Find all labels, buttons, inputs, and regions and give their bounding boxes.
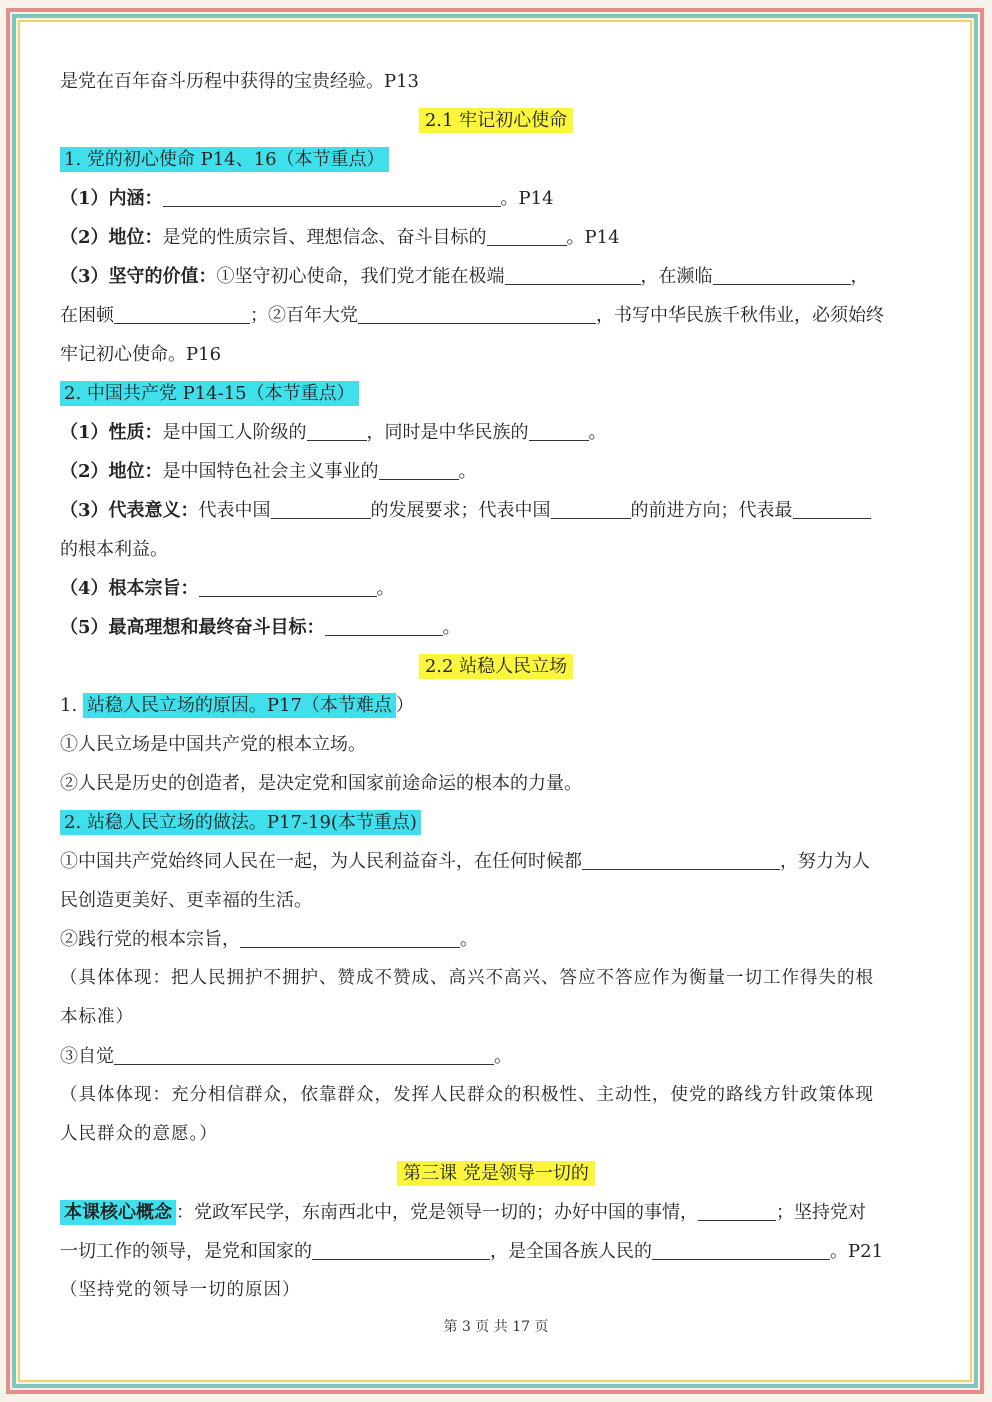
item-status: （2）地位：是党的性质宗旨、理想信念、奋斗目标的 。P14	[60, 227, 620, 248]
worksheet-content	[60, 62, 932, 1310]
item-value-cont: 在困顿 ；②百年大党 ，书写中华民族千秋伟业，必须始终	[60, 305, 884, 326]
fill-blank[interactable]	[358, 305, 596, 324]
page-number: 第 3 页 共 17 页	[443, 1319, 549, 1335]
item-connotation: （1）内涵： 。P14	[60, 188, 554, 209]
core-concept-cont: 一切工作的领导，是党和国家的 ，是全国各族人民的 。P21	[60, 1241, 884, 1262]
fill-blank[interactable]	[312, 1241, 490, 1260]
fill-blank[interactable]	[114, 305, 250, 324]
section-2-1-title: 2.1 牢记初心使命	[419, 108, 573, 133]
practice-3: ③自觉 。	[60, 1046, 512, 1067]
practice-1: ①中国共产党始终同人民在一起，为人民利益奋斗，在任何时候都 ，努力为人	[60, 851, 870, 872]
practice-2-note-cont: 本标准）	[60, 1007, 134, 1027]
fill-blank[interactable]	[307, 422, 367, 441]
fill-blank[interactable]	[487, 227, 567, 246]
fill-blank[interactable]	[582, 851, 780, 870]
practice-2-note: （具体体现：把人民拥护不拥护、赞成不赞成、高兴不高兴、答应不答应作为衡量一切工作得失的根	[60, 968, 874, 988]
subheading	[60, 803, 932, 842]
practice-3-note: （具体体现：充分相信群众，依靠群众，发挥人民群众的积极性、主动性，使党的路线方针政策体现	[60, 1085, 874, 1105]
core-concept-note: （坚持党的领导一切的原因）	[60, 1280, 301, 1300]
item-ideal: （5）最高理想和最终奋斗目标： 。	[60, 617, 461, 638]
fill-blank[interactable]	[240, 929, 460, 948]
reason-2: ②人民是历史的创造者，是决定党和国家前途命运的根本的力量。	[60, 773, 582, 794]
section-heading	[60, 101, 932, 140]
lesson-3-title: 第三课 党是领导一切的	[397, 1161, 595, 1186]
subheading: 1. 站稳人民立场的原因。P17（本节难点 ）	[60, 695, 414, 716]
fill-blank[interactable]	[325, 617, 443, 636]
section-2-2-title: 2.2 站稳人民立场	[419, 654, 573, 679]
item-nature: （1）性质：是中国工人阶级的 ，同时是中华民族的 。	[60, 422, 607, 443]
heading-cpc: 2. 中国共产党 P14-15（本节重点）	[60, 381, 359, 406]
fill-blank[interactable]	[551, 500, 631, 519]
item-cpc-status: （2）地位：是中国特色社会主义事业的 。	[60, 461, 477, 482]
fill-blank[interactable]	[529, 422, 589, 441]
heading-mission: 1. 党的初心使命 P14、16（本节重点）	[60, 147, 389, 172]
practice-3-note-cont: 人民群众的意愿。）	[60, 1124, 218, 1144]
fill-blank[interactable]	[163, 188, 501, 207]
item-value-end: 牢记初心使命。P16	[60, 344, 222, 365]
fill-blank[interactable]	[505, 266, 641, 285]
item-representation-cont: 的根本利益。	[60, 539, 168, 560]
fill-blank[interactable]	[199, 578, 377, 597]
subheading	[60, 140, 932, 179]
core-concept-label: 本课核心概念	[60, 1200, 176, 1225]
fill-blank[interactable]	[271, 500, 371, 519]
fill-blank[interactable]	[698, 1202, 776, 1221]
section-heading	[60, 647, 932, 686]
reason-1: ①人民立场是中国共产党的根本立场。	[60, 734, 366, 755]
core-concept: 本课核心概念 ：党政军民学，东南西北中，党是领导一切的；办好中国的事情， ；坚持党对	[60, 1193, 932, 1232]
item-purpose: （4）根本宗旨： 。	[60, 578, 395, 599]
fill-blank[interactable]	[652, 1241, 830, 1260]
item-representation: （3）代表意义：代表中国 的发展要求；代表中国 的前进方向；代表最	[60, 491, 932, 530]
heading-reason: 站稳人民立场的原因。P17（本节难点	[83, 693, 396, 718]
practice-2: ②践行党的根本宗旨， 。	[60, 929, 478, 950]
fill-blank[interactable]	[713, 266, 851, 285]
fill-blank[interactable]	[114, 1046, 494, 1065]
fill-blank[interactable]	[793, 500, 871, 519]
item-value: （3）坚守的价值：①坚守初心使命，我们党才能在极端 ，在濒临 ，	[60, 266, 869, 287]
practice-1-cont: 民创造更美好、更幸福的生活。	[60, 890, 312, 911]
fill-blank[interactable]	[379, 461, 459, 480]
intro-line: 是党在百年奋斗历程中获得的宝贵经验。P13	[60, 71, 420, 92]
heading-practice: 2. 站稳人民立场的做法。P17-19(本节重点)	[60, 810, 421, 835]
subheading	[60, 374, 932, 413]
lesson-heading	[60, 1154, 932, 1193]
